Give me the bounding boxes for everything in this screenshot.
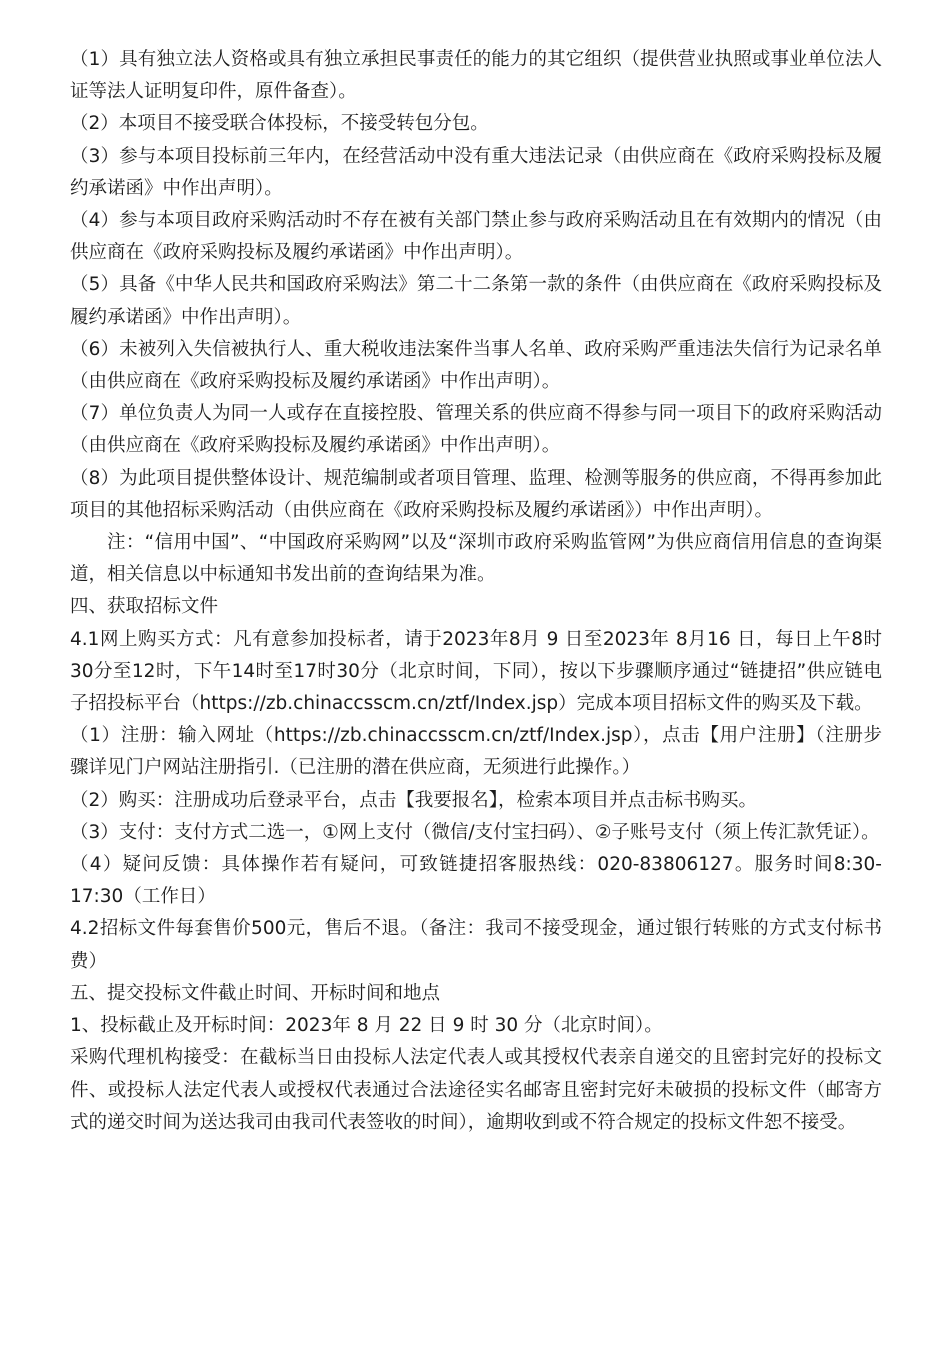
step-register: （1）注册：输入网址（https://zb.chinaccsscm.cn/ztf/Index.jsp），点击【用户注册】（注册步骤详见门户网站注册指引.（已注册的潜在供应商，无须进行此操作。）: [70, 725, 882, 779]
requirement-7: （7）单位负责人为同一人或存在直接控股、管理关系的供应商不得参与同一项目下的政府采购活动（由供应商在《政府采购投标及履约承诺函》中作出声明）。: [70, 403, 882, 457]
submission-paragraph: 采购代理机构接受：在截标当日由投标人法定代表人或其授权代表亲自递交的且密封完好的投标文件、或投标人法定代表人或授权代表通过合法途径实名邮寄且密封完好未破损的投标文件（邮寄方式的递交时间为送达我司由我司代表签收的时间），逾期收到或不符合规定的投标文件恕不接受。: [70, 1047, 882, 1133]
credit-note: 注：“信用中国”、“中国政府采购网”以及“深圳市政府采购监管网”为供应商信用信息的查询渠道，相关信息以中标通知书发出前的查询结果为准。: [70, 532, 882, 586]
step-feedback: （4）疑问反馈：具体操作若有疑问，可致链捷招客服热线：020-83806127。服务时间8:30-17:30（工作日）: [70, 854, 882, 908]
section-5-heading: 五、提交投标文件截止时间、开标时间和地点: [70, 982, 441, 1004]
requirement-4: （4）参与本项目政府采购活动时不存在被有关部门禁止参与政府采购活动且在有效期内的情况（由供应商在《政府采购投标及履约承诺函》中作出声明）。: [70, 210, 882, 264]
requirement-6: （6）未被列入失信被执行人、重大税收违法案件当事人名单、政府采购严重违法失信行为记录名单（由供应商在《政府采购投标及履约承诺函》中作出声明）。: [70, 338, 882, 393]
document-page: [70, 44, 882, 1139]
deadline-paragraph: 1、投标截止及开标时间：2023年 8 月 22 日 9 时 30 分（北京时间）。: [70, 1015, 663, 1037]
step-purchase: （2）购买：注册成功后登录平台，点击【我要报名】，检索本项目并点击标书购买。: [70, 789, 758, 811]
requirement-1: （1）具有独立法人资格或具有独立承担民事责任的能力的其它组织（提供营业执照或事业单位法人证等法人证明复印件，原件备查）。: [70, 49, 882, 103]
step-payment: （3）支付：支付方式二选一，①网上支付（微信/支付宝扫码）、②子账号支付（须上传汇款凭证）。: [70, 821, 880, 843]
section-4-heading: 四、获取招标文件: [70, 596, 219, 618]
requirement-8: （8）为此项目提供整体设计、规范编制或者项目管理、监理、检测等服务的供应商，不得再参加此项目的其他招标采购活动（由供应商在《政府采购投标及履约承诺函》）中作出声明）。: [70, 467, 882, 521]
requirement-2: （2）本项目不接受联合体投标，不接受转包分包。: [70, 113, 489, 135]
requirement-5: （5）具备《中华人民共和国政府采购法》第二十二条第一款的条件（由供应商在《政府采购投标及履约承诺函》中作出声明）。: [70, 274, 882, 328]
online-purchase-paragraph: 4.1网上购买方式：凡有意参加投标者，请于2023年8月 9 日至2023年 8月16 日，每日上午8时30分至12时，下午14时至17时30分（北京时间，下同），按以下步骤顺序通过“链捷招”供应链电子招投标平台（https://zb.chinaccsscm.cn/ztf/Index.jsp）完成本项目招标文件的购买及下载。: [70, 628, 882, 715]
requirement-3: （3）参与本项目投标前三年内，在经营活动中没有重大违法记录（由供应商在《政府采购投标及履约承诺函》中作出声明）。: [70, 145, 882, 199]
document-price-paragraph: 4.2招标文件每套售价500元，售后不退。（备注：我司不接受现金，通过银行转账的方式支付标书费）: [70, 918, 882, 972]
